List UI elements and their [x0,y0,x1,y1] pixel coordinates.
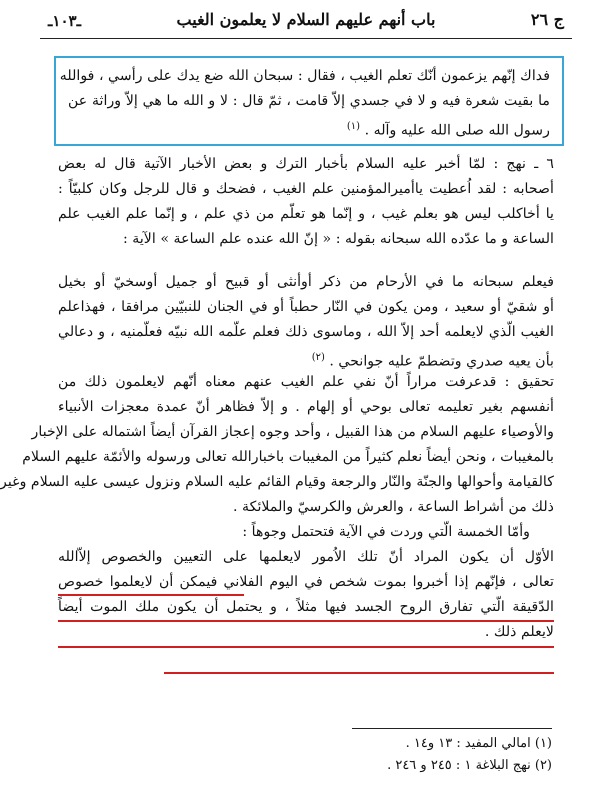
text-line: ٦ ـ نهج : لمّا أخبر عليه السلام بأخبار الترك و بعض الأخبار الآتية قال له بعض [58,156,554,172]
paragraph-knowledge [58,270,554,375]
highlight-line [68,114,550,144]
text-line: أو شقيّ أو سعيد ، ومن يكون في النّار حطباً أو في الجنان للنبيّين مرافقا ، فهذاعلم [58,299,554,315]
paragraph-tahqiq [0,370,554,520]
chapter-title: باب أنهم عليهم السلام لا يعلمون الغيب [176,10,436,29]
text-line: كالقيامة وأحوالها والجنّة والنّار والرجعة وقيام القائم عليه السلام ونزول عيسى عليه السلام وغير [0,474,554,490]
text-line: لايعلم ذلك . [484,624,554,640]
text-line: ذلك من أشراط الساعة ، والعرش والكرسيّ والملائكة . [233,499,554,515]
red-underline-mark [58,620,554,622]
text-line: تعالى ، فإنّهم إذا أخبروا بموت شخص في اليوم الفلاني فيمكن أن لايعلموا خصوص [58,574,554,590]
footnotes [252,733,552,777]
red-underline-mark [58,646,554,648]
paragraph-hadith-6 [58,152,554,252]
footnote-item: (١) امالي المفيد : ١٣ و١٤ . [405,736,552,751]
text-line: بالمغيبات ، ونحن أيضاً نعلم كثيراً من المغيبات باخبارالله تعالى ورسوله والأئمّة عليهم السلام [22,449,554,465]
text-line: والأوصياء عليهم السلام من هذا القبيل ، وأحد وجوه إعجاز القرآن أيضاً اشتماله على الإخبار [31,424,554,440]
text-line: تحقيق : قدعرفت مراراً أنّ نفي علم الغيب عنهم معناه أنّهم لايعلمون ذلك من [58,374,554,390]
page-number: ـ١٠٣ـ [48,12,81,30]
footnote-item: (٢) نهج البلاغة ١ : ٢٤٥ و ٢٤٦ . [387,758,552,773]
footnote-ref: (١) [346,121,361,132]
text-line: الغيب الّذي لايعلمه أحد إلاّ الله ، وماسوى ذلك فعلم علّمه الله نبيّه فعلّمنيه ، و دعالي [58,324,554,340]
header-divider [40,38,572,39]
text-line-content: بأن يعيه صدري وتضطمّ عليه جوانحي . [329,353,554,370]
volume-label: ج ٢٦ [530,10,564,29]
footnote-ref: (٢) [311,352,325,363]
paragraph-five-matters [58,520,554,645]
text-line: وأمّا الخمسة الّتي وردت في الآية فتحتمل وجوهاً : [242,524,530,540]
highlight-line: ما بقيت شعرة فيه و لا في جسدي إلاّ قامت ، ثمّ قال : لا و الله ما هي إلاّ وراثة عن [68,93,550,109]
highlight-line: فداك إنّهم يزعمون أنّك تعلم الغيب ، فقال : سبحان الله ضع يدك على رأسي ، فوالله [59,68,550,84]
text-line: الدّقيقة الّتي تفارق الروح الجسد فيها مثلاً ، و يحتمل أن يكون ملك الموت أيضاً [58,599,554,615]
footnote-divider [352,728,552,729]
highlight-line-text: رسول الله صلى الله عليه وآله . [364,122,550,139]
text-line: أصحابه : لقد اُعطيت ياأميرالمؤمنين علم الغيب ، فضحك و قال للرجل وكان كلبيّاً : [58,181,554,197]
red-underline-mark [164,672,554,674]
text-line: الأوّل أن يكون المراد أنّ تلك الاُمور لايعلمها على التعيين والخصوص إلاّالله [58,549,554,565]
text-line: يا أخاكلب ليس هو بعلم غيب ، و إنّما هو تعلّم من ذي علم ، و إنّما علم الغيب علم [58,206,554,222]
text-line: أنفسهم بغير تعليمه تعالى بوحي أو إلهام . و إلاّ فظاهر أنّ عمدة معجزات الأنبياء [58,399,554,415]
text-line: فيعلم سبحانه ما في الأرحام من ذكر أوأنثى أو قبيح أو جميل أوسخيّ أو بخيل [58,274,554,290]
text-line: الساعة و ما عدّده الله سبحانه بقوله : « إنّ الله عنده علم الساعة » الآية : [122,231,554,247]
red-underline-mark [58,594,244,596]
highlighted-passage [54,56,564,146]
page-header [40,8,572,36]
